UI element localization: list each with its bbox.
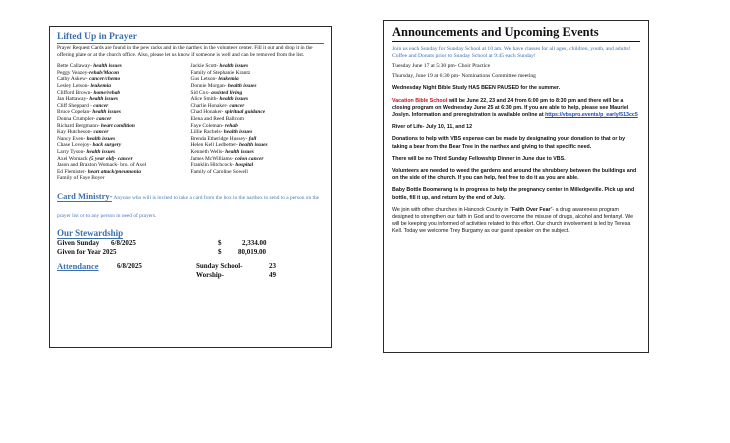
prayer-list-item xyxy=(191,169,325,176)
prayer-list-item xyxy=(57,63,191,70)
prayer-list-item xyxy=(191,123,325,130)
given-year-label: Given for Year 2025 xyxy=(57,247,117,256)
prayer-intro: Prayer Request Cards are found in the pew racks and in the narthex in the volunteer center. Fill it out and drop it in the offering plate or at the church office. Also, please let us know if someone is well and can be removed from the list. xyxy=(57,45,313,58)
sunday-school-count: 23 xyxy=(269,261,276,270)
prayer-list-item xyxy=(191,142,325,149)
fof-pre: We join with other churches in Hancock County in “ xyxy=(392,206,512,213)
river-of-life: River of Life- July 10, 11, and 12 xyxy=(392,124,473,131)
stewardship-title-text: Our Stewardship xyxy=(57,227,124,238)
given-year-dollar: $ xyxy=(218,247,222,256)
card-ministry-text: Anyone who will is invited to take a card from the box in the narthex to send to a person on the prayer list or to any person in need of prayers. xyxy=(57,194,320,219)
prayer-need: cancer xyxy=(92,129,109,136)
prayer-list-item xyxy=(57,129,191,136)
stewardship-title xyxy=(57,228,324,239)
card-ministry xyxy=(57,186,324,222)
prayer-name: Richard Bergmann- xyxy=(57,122,100,129)
vbs-link[interactable]: https://vbspro.events/p_early/513cc5 xyxy=(545,112,638,119)
worship-count: 49 xyxy=(269,270,276,279)
worship-label: Worship- xyxy=(196,270,225,279)
prayer-name: Peggy Veazey- xyxy=(57,69,90,76)
given-year-amount: 80,019.00 xyxy=(238,247,266,256)
prayer-list-item xyxy=(191,129,325,136)
volunteers-needed: Volunteers are needed to weed the gardens and around the shrubbery between the buildings and on the side of the church. If you can help, feel free to do it as you are able. xyxy=(392,168,637,182)
prayer-need: health issues xyxy=(90,109,121,116)
prayer-name: Ed Flemister- xyxy=(57,168,87,175)
prayer-name: Family of Caroline Sowell xyxy=(190,168,248,175)
prayer-need: fall xyxy=(247,135,257,142)
prayer-need: rehab/Macon xyxy=(89,69,120,76)
prayer-need: (5 year old)- cancer xyxy=(89,155,133,162)
prayer-name: Faye Coleman- xyxy=(190,122,224,129)
prayer-name: Gus Letson- xyxy=(190,76,218,83)
prayer-name: Elena and Reed Ballcom xyxy=(190,115,244,122)
prayer-list-item xyxy=(57,149,191,156)
prayer-list-item xyxy=(191,136,325,143)
prayer-need: colon cancer xyxy=(233,155,264,162)
card-ministry-title: Card Ministry- xyxy=(57,190,113,201)
prayer-name: Jackie Scott- xyxy=(190,63,219,70)
prayer-list-item xyxy=(57,142,191,149)
prayer-need: health issues xyxy=(218,63,249,70)
prayer-list-item xyxy=(57,109,191,116)
prayer-name: Helen Kell Ledbetter- xyxy=(190,142,238,149)
welcome-text: Join us each Sunday for Sunday School at 10 am. We have classes for all ages, children, youth, and adults! Coffee and Donuts prior to Sunday School at 9:45 each Sunday! xyxy=(392,46,631,59)
prayer-name: Bruce Copelan- xyxy=(57,109,91,116)
nominations-meeting: Thursday, June 19 at 6:30 pm- Nominations Committee meeting xyxy=(392,73,536,80)
prayer-need: health issues xyxy=(85,135,116,142)
prayer-column-2 xyxy=(191,63,325,182)
prayer-name: Sid Cox- xyxy=(190,89,210,96)
given-sunday-amount: 2,334.00 xyxy=(242,238,267,247)
prayer-need: back surgery xyxy=(91,142,122,149)
prayer-list-item xyxy=(191,149,325,156)
prayer-list-item xyxy=(57,96,191,103)
prayer-name: Charlie Honaker- xyxy=(190,102,228,109)
prayer-name: Franklin Hitchcock- xyxy=(190,162,235,169)
prayer-list-item xyxy=(191,63,325,70)
prayer-need: health issues xyxy=(223,148,254,155)
vbs-title: Vacation Bible School xyxy=(392,97,448,104)
faith-over-fear xyxy=(392,207,640,236)
given-sunday-date: 6/8/2025 xyxy=(111,238,136,247)
prayer-need: health issues xyxy=(85,148,116,155)
prayer-list-item xyxy=(191,76,325,83)
attendance-date: 6/8/2025 xyxy=(117,261,142,270)
prayer-need: rehab xyxy=(223,122,238,129)
wednesday-bible-study: Wednesday Night Bible Study HAS BEEN PAUSED for the summer. xyxy=(392,85,561,92)
given-sunday-label: Given Sunday xyxy=(57,238,100,247)
prayer-list-item xyxy=(57,83,191,90)
prayer-list-item xyxy=(191,162,325,169)
prayer-name: Donnie Morgan- xyxy=(190,82,227,89)
fof-bold: Faith Over Fear xyxy=(511,206,551,213)
prayer-panel xyxy=(49,26,332,348)
prayer-need: hospital xyxy=(234,162,254,169)
prayer-list-item xyxy=(57,136,191,143)
given-year-row xyxy=(57,248,324,257)
prayer-need: health issues xyxy=(218,96,249,103)
prayer-list-item xyxy=(191,109,325,116)
prayer-list-item xyxy=(191,96,325,103)
prayer-name: Cathy Askew- xyxy=(57,76,88,83)
announcements-title: Announcements and Upcoming Events xyxy=(392,25,640,42)
prayer-name: Donna Crumpler- xyxy=(57,115,96,122)
sunday-school-label: Sunday School- xyxy=(196,261,243,270)
prayer-list xyxy=(57,63,324,182)
vbs-donations: Donations to help with VBS expense can be made by designating your donation to that or by taking a bear from the Bear Tree in the narthex and giving to that specific need. xyxy=(392,136,626,150)
baby-bottle-boomerang: Baby Bottle Boomerang is in progress to help the pregnancy center in Milledgeville. Pick up and bottle, fill it up, and return by the end of July. xyxy=(392,187,635,201)
prayer-need: health issues xyxy=(237,142,268,149)
announcements-panel xyxy=(383,20,649,353)
fof-post: ”- a drug awareness program designed to strengthen our faith in God and to overcome the misuse of drugs, alcohol and fentanyl. We will be keeping you informed of activities related to this effort. Our church involvement is led by Teresa Kell. Today we welcome Trey Burgamy as our guest speaker on the subject. xyxy=(392,206,634,235)
prayer-list-item xyxy=(191,83,325,90)
prayer-need: cancer xyxy=(95,115,112,122)
prayer-need: health issues xyxy=(222,129,253,136)
prayer-list-item xyxy=(57,175,191,182)
prayer-list-item xyxy=(191,156,325,163)
prayer-name: Jason and Braxton Womack- bro. of Axel xyxy=(57,162,147,169)
prayer-name: Larry Tyson- xyxy=(57,148,86,155)
prayer-name: Kenneth Wells- xyxy=(190,148,224,155)
prayer-list-item xyxy=(57,123,191,130)
prayer-list-item xyxy=(191,90,325,97)
prayer-column-1 xyxy=(57,63,191,182)
prayer-list-item xyxy=(191,103,325,110)
given-sunday-row xyxy=(57,239,324,248)
prayer-title: Lifted Up in Prayer xyxy=(57,32,324,44)
prayer-name: Lillie Rachels- xyxy=(190,129,223,136)
prayer-need: assisted living xyxy=(209,89,243,96)
prayer-need: leukemia xyxy=(89,82,111,89)
prayer-name: James McWilliams- xyxy=(190,155,234,162)
prayer-need: health issues xyxy=(87,96,118,103)
prayer-need: cancer xyxy=(227,102,245,109)
prayer-list-item xyxy=(57,90,191,97)
prayer-list-item xyxy=(57,70,191,77)
given-sunday-dollar: $ xyxy=(218,238,222,247)
prayer-list-item xyxy=(191,116,325,123)
fellowship-dinner: There will be no Third Sunday Fellowship Dinner in June due to VBS. xyxy=(392,155,566,162)
prayer-list-item xyxy=(57,76,191,83)
prayer-need: health issues xyxy=(91,63,122,70)
prayer-name: Jan Hattaway- xyxy=(57,96,88,103)
prayer-name: Chad Honaker- xyxy=(190,109,224,116)
prayer-need: leukemia xyxy=(217,76,239,83)
prayer-name: Cliff Sheppard - xyxy=(57,102,92,109)
prayer-name: Brenda Etheridge Hussey- xyxy=(190,135,248,142)
prayer-name: Lesley Letson- xyxy=(57,82,90,89)
prayer-name: Nancy Even- xyxy=(57,135,86,142)
prayer-name: Alice Smith- xyxy=(190,96,219,103)
prayer-name: Clifford Brown- xyxy=(57,89,93,96)
prayer-need: heart attack/pneumonia xyxy=(86,168,141,175)
prayer-name: Chase Lovejoy- xyxy=(57,142,92,149)
vbs-text: will be June 22, 23 and 24 from 6:00 pm to 8:30 pm and there will be a closing program on Wednesday June 25 at 6:30 pm. If you are able to help, please see Mauriel Joslyn. Information and preregistration is available online at xyxy=(392,97,629,119)
vbs-announcement xyxy=(392,98,640,120)
prayer-name: Bette Callaway- xyxy=(57,63,92,70)
prayer-need: cancer xyxy=(91,102,109,109)
prayer-name: Family of Stephanie Krantz xyxy=(190,69,251,76)
attendance-title: Attendance xyxy=(57,260,99,271)
attendance-block xyxy=(57,261,324,279)
prayer-need: spiritual guidance xyxy=(223,109,266,116)
prayer-list-item xyxy=(57,103,191,110)
prayer-list-item xyxy=(57,162,191,169)
prayer-need: cancer/chemo xyxy=(87,76,121,83)
prayer-need: heart condition xyxy=(99,122,135,129)
prayer-name: Axel Womack xyxy=(57,155,90,162)
prayer-list-item xyxy=(57,116,191,123)
prayer-need: home/rehab xyxy=(92,89,121,96)
prayer-name: Kay Hutcheson- xyxy=(57,129,93,136)
prayer-need: health issues xyxy=(226,82,257,89)
prayer-name: Family of Faye Boyer xyxy=(57,175,105,182)
choir-practice: Tuesday June 17 at 5:30 pm- Choir Practice xyxy=(392,63,491,69)
prayer-list-item xyxy=(191,70,325,77)
